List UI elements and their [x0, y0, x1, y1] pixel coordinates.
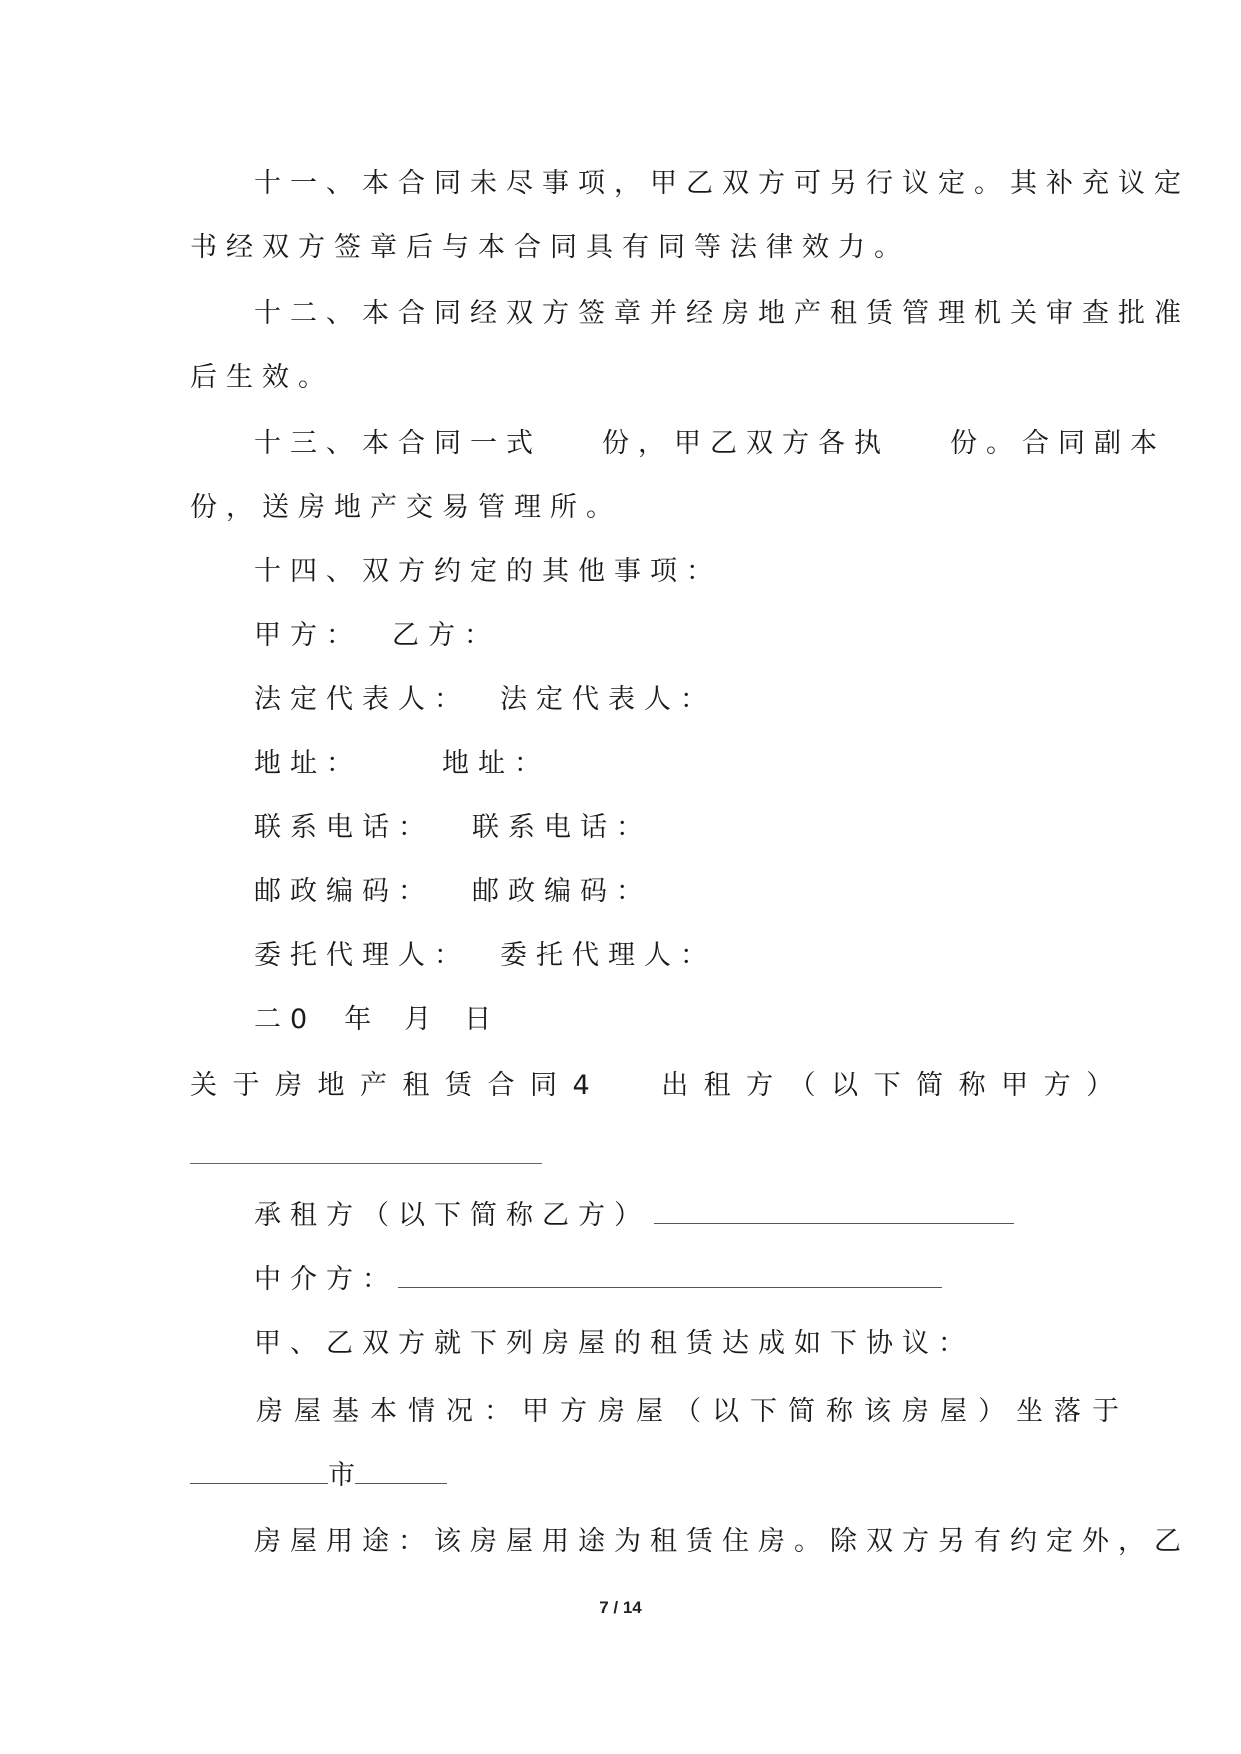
- contract4-title: 关于房地产租赁合同4: [190, 1070, 606, 1101]
- clause-14: 十四、双方约定的其他事项：: [254, 556, 722, 587]
- clause-12-line-1: 十二、本合同经双方签章并经房地产租赁管理机关审查批准: [254, 298, 1190, 329]
- agent-b-label: 委托代理人：: [500, 940, 716, 971]
- address-row: [254, 744, 1114, 784]
- agency-name-blank: [398, 1261, 942, 1288]
- agency-label: 中介方：: [254, 1264, 398, 1295]
- address-a-label: 地址：: [254, 748, 362, 779]
- date-prefix: 二0: [254, 1004, 317, 1035]
- clause-13-line-2: 份，送房地产交易管理所。: [190, 492, 622, 523]
- page-number: 7 / 14: [599, 1598, 642, 1617]
- agent-row: [254, 936, 1114, 976]
- postcode-b-label: 邮政编码：: [472, 876, 652, 907]
- clause-13-part-a: 十三、本合同一式: [254, 428, 542, 459]
- clause-11-line-1: 十一、本合同未尽事项，甲乙双方可另行议定。其补充议定: [254, 168, 1190, 199]
- agency-row: [254, 1260, 1114, 1300]
- lessee-label: 承租方（以下简称乙方）: [254, 1200, 650, 1231]
- city-label: 市: [328, 1460, 355, 1491]
- postcode-row: [254, 872, 1114, 912]
- city-blank: [190, 1457, 328, 1484]
- address-b-label: 地址：: [442, 748, 550, 779]
- party-b-label: 乙方：: [392, 620, 500, 651]
- date-month: 月: [404, 1004, 441, 1035]
- clause-13-part-c: 份。合同副本: [950, 428, 1166, 459]
- contract4-heading-row: [190, 1066, 1129, 1106]
- contract4-lessor: 出租方（以下简称甲方）: [661, 1070, 1129, 1101]
- date-row: [254, 1000, 1114, 1040]
- agreement-line: 甲、乙双方就下列房屋的租赁达成如下协议：: [254, 1328, 974, 1359]
- lessee-name-blank: [654, 1197, 1014, 1224]
- lessee-row: [254, 1196, 1114, 1236]
- phone-row: [254, 808, 1114, 848]
- agent-a-label: 委托代理人：: [254, 940, 470, 971]
- district-blank: [355, 1457, 447, 1484]
- clause-13-part-b: 份，甲乙双方各执: [602, 428, 890, 459]
- party-row: [254, 616, 1114, 656]
- clause-13-line-1: [254, 424, 1166, 464]
- phone-b-label: 联系电话：: [472, 812, 652, 843]
- basic-info-line: 房屋基本情况：甲方房屋（以下简称该房屋）坐落于: [256, 1396, 1130, 1427]
- legal-rep-row: [254, 680, 1114, 720]
- location-row: [190, 1456, 1050, 1496]
- usage-line: 房屋用途：该房屋用途为租赁住房。除双方另有约定外，乙: [254, 1526, 1190, 1557]
- postcode-a-label: 邮政编码：: [254, 876, 434, 907]
- legal-rep-a-label: 法定代表人：: [254, 684, 470, 715]
- legal-rep-b-label: 法定代表人：: [500, 684, 716, 715]
- clause-11-line-2: 书经双方签章后与本合同具有同等法律效力。: [190, 232, 910, 263]
- party-a-label: 甲方：: [254, 620, 362, 651]
- date-day: 日: [464, 1004, 501, 1035]
- phone-a-label: 联系电话：: [254, 812, 434, 843]
- clause-12-line-2: 后生效。: [190, 362, 334, 393]
- date-year: 年: [344, 1004, 381, 1035]
- lessor-name-blank: [190, 1163, 542, 1164]
